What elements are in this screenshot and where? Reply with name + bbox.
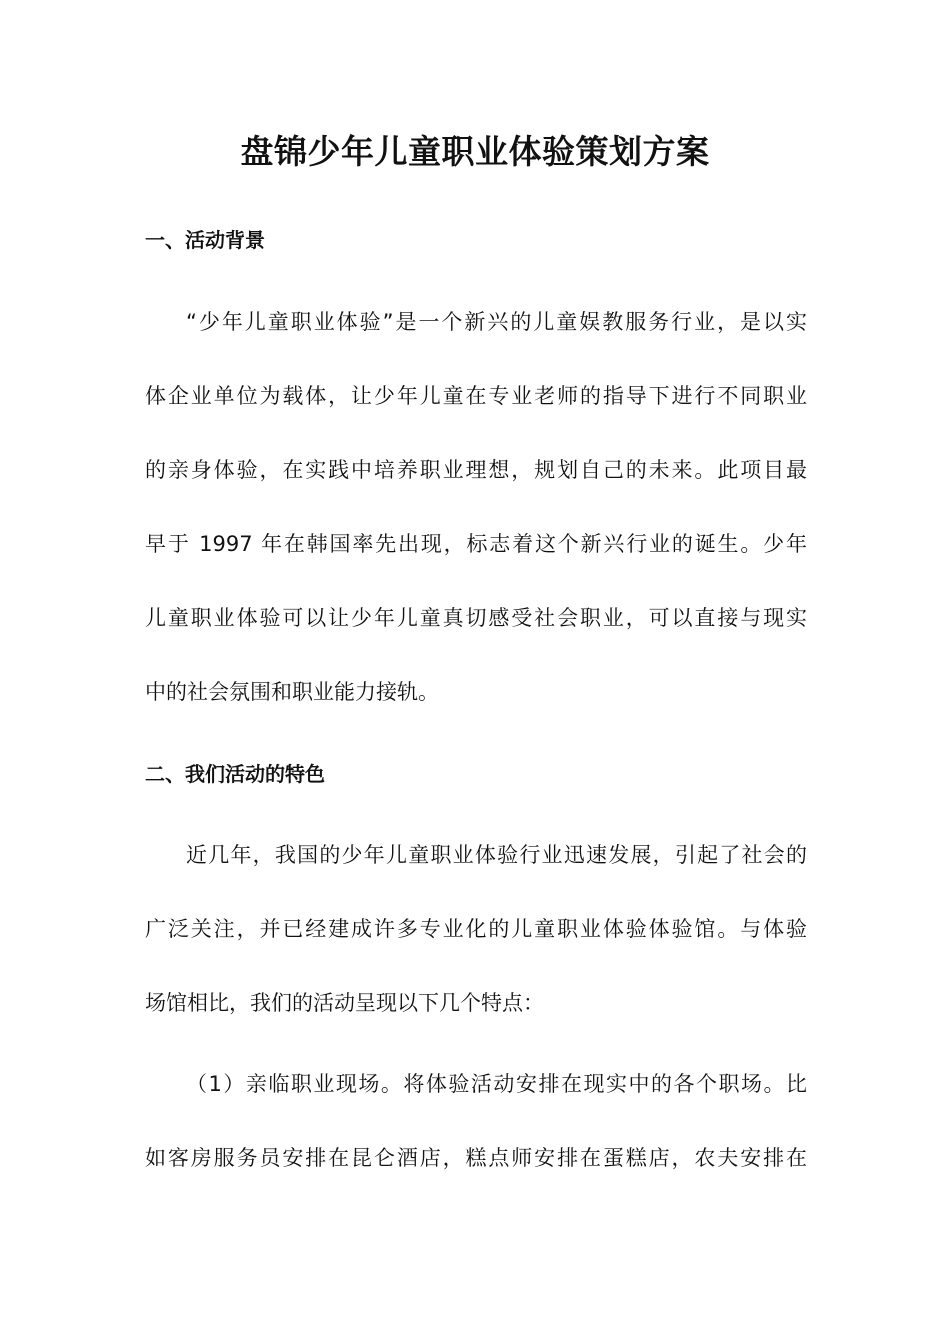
paragraph-line: 广泛关注，并已经建成许多专业化的儿童职业体验体验馆。与体验 — [145, 917, 807, 941]
paragraph-line: 的亲身体验，在实践中培养职业理想，规划自己的未来。此项目最 — [145, 458, 807, 482]
paragraph-line: （1）亲临职业现场。将体验活动安排在现实中的各个职场。比 — [186, 1072, 807, 1096]
paragraph-line: 近几年，我国的少年儿童职业体验行业迅速发展，引起了社会的 — [186, 843, 807, 867]
paragraph-line: 早于 1997 年在韩国率先出现，标志着这个新兴行业的诞生。少年 — [145, 532, 807, 556]
section-heading-background: 一、活动背景 — [145, 228, 265, 252]
paragraph-line: 如客房服务员安排在昆仑酒店，糕点师安排在蛋糕店，农夫安排在 — [145, 1146, 807, 1170]
section-heading-features: 二、我们活动的特色 — [145, 762, 325, 786]
paragraph-line: 中的社会氛围和职业能力接轨。 — [145, 680, 439, 704]
paragraph-line: 儿童职业体验可以让少年儿童真切感受社会职业，可以直接与现实 — [145, 606, 807, 630]
document-title: 盘锦少年儿童职业体验策划方案 — [240, 132, 710, 171]
paragraph-line: 场馆相比，我们的活动呈现以下几个特点： — [145, 991, 544, 1015]
paragraph-line: “少年儿童职业体验”是一个新兴的儿童娱教服务行业，是以实 — [186, 310, 807, 334]
paragraph-line: 体企业单位为载体，让少年儿童在专业老师的指导下进行不同职业 — [145, 384, 807, 408]
